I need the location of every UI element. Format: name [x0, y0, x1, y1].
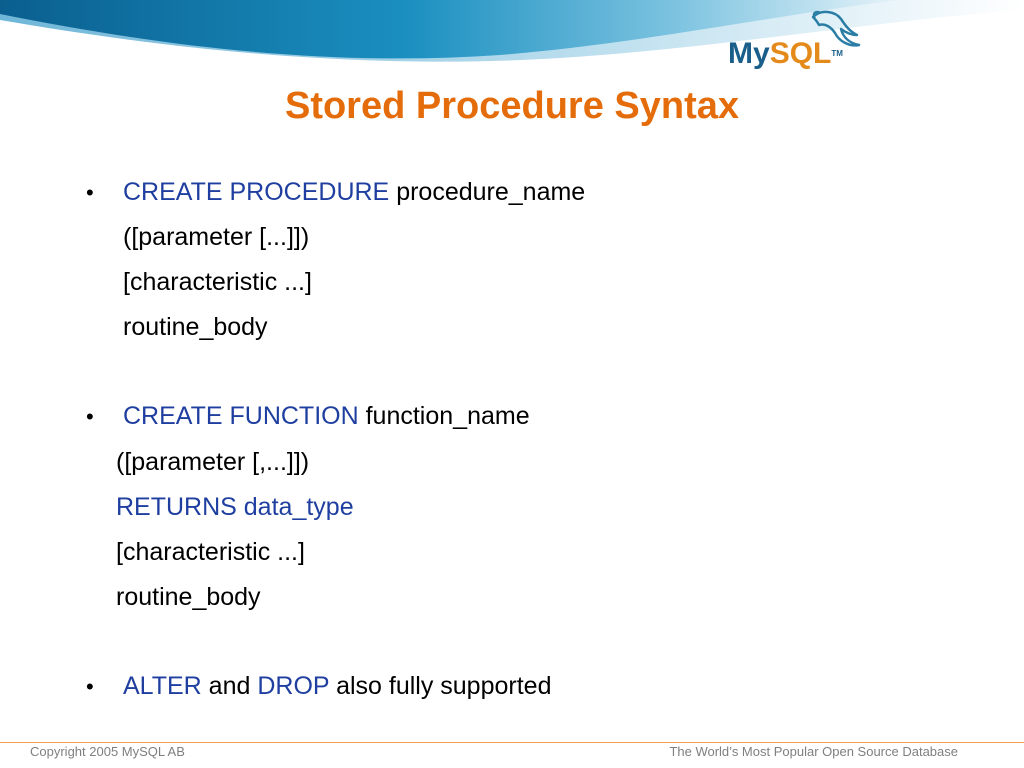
bullet-glyph: • — [86, 180, 94, 205]
keyword-create-function: CREATE FUNCTION — [123, 402, 359, 430]
bullet-create-function — [123, 401, 530, 431]
and-text: and — [201, 672, 258, 700]
procedure-routine-body-line: routine_body — [123, 313, 268, 341]
footer-copyright: Copyright 2005 MySQL AB — [30, 744, 185, 759]
header-wave — [0, 0, 1024, 80]
procedure-name-text: procedure_name — [389, 178, 586, 206]
keyword-drop: DROP — [257, 672, 330, 700]
bullet-alter-drop — [123, 671, 551, 701]
procedure-characteristic-line: [characteristic ...] — [123, 268, 312, 296]
mysql-logo — [725, 5, 870, 75]
footer-tagline: The World’s Most Popular Open Source Database — [669, 744, 958, 759]
procedure-params-line: ([parameter [...]]) — [123, 223, 310, 251]
footer-divider — [0, 742, 1024, 743]
function-params-line: ([parameter [,...]]) — [116, 448, 310, 476]
function-returns-line: RETURNS data_type — [116, 493, 354, 521]
function-name-text: function_name — [358, 402, 530, 430]
bullet-glyph: • — [86, 674, 94, 699]
also-supported-text: also fully supported — [329, 672, 552, 700]
function-routine-body-line: routine_body — [116, 583, 261, 611]
bullet-glyph: • — [86, 404, 94, 429]
keyword-alter: ALTER — [123, 672, 202, 700]
bullet-create-procedure — [123, 177, 585, 207]
keyword-create-procedure: CREATE PROCEDURE — [123, 178, 390, 206]
slide-title: Stored Procedure Syntax — [284, 85, 740, 127]
logo-wordmark: MySQL™ — [728, 37, 843, 70]
function-characteristic-line: [characteristic ...] — [116, 538, 305, 566]
